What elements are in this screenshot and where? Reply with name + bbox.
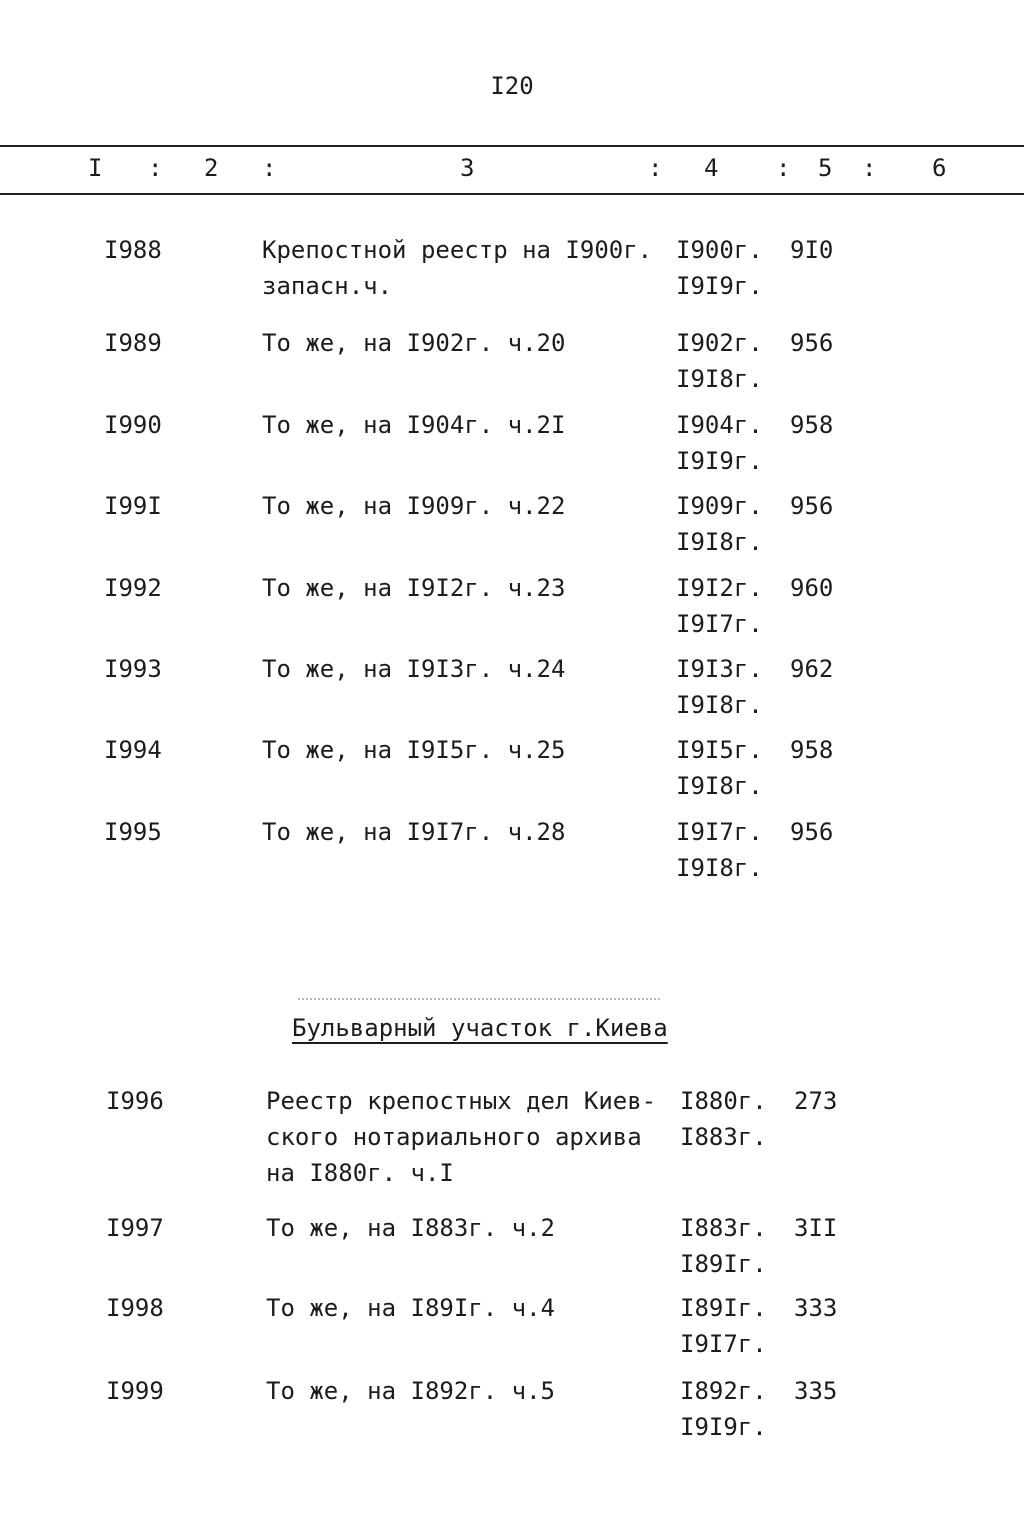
column-separator: : (776, 154, 791, 182)
entry-description: То же, на I904г. ч.2I (262, 411, 566, 439)
entry-number: I993 (104, 655, 162, 683)
entry-description: То же, на I883г. ч.2 (266, 1214, 555, 1242)
column-separator: : (262, 154, 277, 182)
entry-count: 333 (794, 1294, 838, 1322)
entry-count: 335 (794, 1377, 838, 1405)
entry-number: I996 (106, 1087, 164, 1115)
column-header-3: 3 (460, 154, 475, 182)
entry-number: I998 (106, 1294, 164, 1322)
entry-count: 956 (790, 492, 834, 520)
entry-dates: I909г. I9I8г. (676, 492, 763, 556)
entry-dates: I9I3г. I9I8г. (676, 655, 763, 719)
entry-number: I999 (106, 1377, 164, 1405)
entry-description: То же, на I89Iг. ч.4 (266, 1294, 555, 1322)
entry-dates: I9I5г. I9I8г. (676, 736, 763, 800)
entry-dates: I902г. I9I8г. (676, 329, 763, 393)
entry-description: То же, на I9I7г. ч.28 (262, 818, 566, 846)
entry-number: I990 (104, 411, 162, 439)
entry-description: То же, на I909г. ч.22 (262, 492, 566, 520)
entry-description: Крепостной реестр на I900г. запасн.ч. (262, 236, 653, 300)
entry-description: Реестр крепостных дел Киев- ского нотариального архива на I880г. ч.I (266, 1087, 657, 1187)
entry-dates: I900г. I9I9г. (676, 236, 763, 300)
section-title: Бульварный участок г.Киева (292, 1014, 668, 1042)
entry-description: То же, на I9I5г. ч.25 (262, 736, 566, 764)
column-header-4: 4 (704, 154, 719, 182)
column-separator: : (648, 154, 663, 182)
entry-count: 273 (794, 1087, 838, 1115)
header-rule-top (0, 145, 1024, 147)
entry-dates: I9I7г. I9I8г. (676, 818, 763, 882)
entry-description: То же, на I9I3г. ч.24 (262, 655, 566, 683)
entry-count: 956 (790, 329, 834, 357)
entry-count: 958 (790, 736, 834, 764)
entry-dates: I904г. I9I9г. (676, 411, 763, 475)
column-header-6: 6 (932, 154, 947, 182)
entry-description: То же, на I892г. ч.5 (266, 1377, 555, 1405)
entry-count: 956 (790, 818, 834, 846)
entry-dates: I880г. I883г. (680, 1087, 767, 1151)
column-separator: : (862, 154, 877, 182)
entry-number: I994 (104, 736, 162, 764)
entry-dates: I89Iг. I9I7г. (680, 1294, 767, 1358)
entry-number: I997 (106, 1214, 164, 1242)
column-header-2: 2 (204, 154, 219, 182)
entry-count: 962 (790, 655, 834, 683)
entry-dates: I9I2г. I9I7г. (676, 574, 763, 638)
entry-number: I992 (104, 574, 162, 602)
entry-description: То же, на I902г. ч.20 (262, 329, 566, 357)
column-separator: : (148, 154, 163, 182)
column-header-5: 5 (818, 154, 833, 182)
dotted-separator (298, 998, 660, 1000)
entry-number: I988 (104, 236, 162, 264)
page-number: I20 (490, 72, 534, 100)
entry-number: I995 (104, 818, 162, 846)
entry-number: I99I (104, 492, 162, 520)
column-header-1: I (88, 154, 103, 182)
entry-number: I989 (104, 329, 162, 357)
header-rule-bottom (0, 193, 1024, 195)
entry-count: 960 (790, 574, 834, 602)
entry-dates: I892г. I9I9г. (680, 1377, 767, 1441)
entry-count: 3II (794, 1214, 838, 1242)
entry-description: То же, на I9I2г. ч.23 (262, 574, 566, 602)
entry-count: 958 (790, 411, 834, 439)
entry-dates: I883г. I89Iг. (680, 1214, 767, 1278)
entry-count: 9I0 (790, 236, 834, 264)
